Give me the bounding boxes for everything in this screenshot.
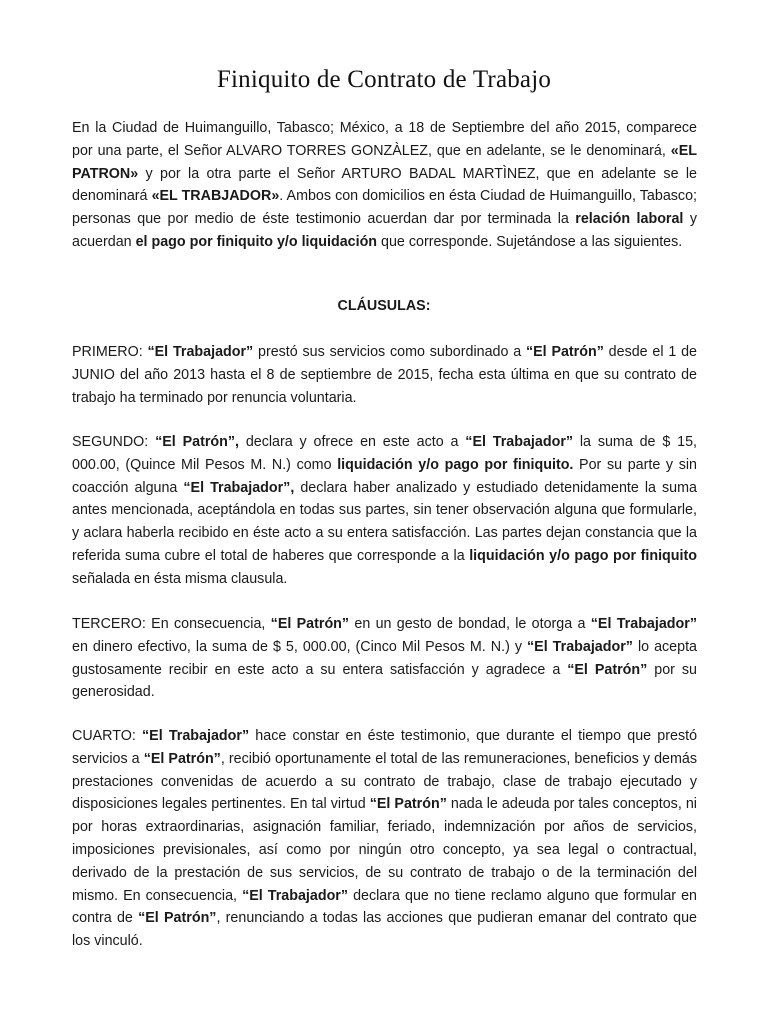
- emphasis-text: “El Patrón”: [138, 910, 217, 927]
- document-title: Finiquito de Contrato de Trabajo: [216, 66, 552, 93]
- body-text-run: hace constar en éste testimonio, que durante el tiempo que prestó servicios a: [72, 728, 698, 767]
- body-text-run: declara y ofrece en este acto a: [238, 434, 466, 450]
- emphasis-text: “El Trabajador”: [147, 344, 254, 360]
- emphasis-text: “El Patrón”: [270, 616, 350, 632]
- body-text-run: declara que no tiene reclamo alguno que formular en contra de: [72, 887, 698, 927]
- emphasis-text: “El Patrón”: [143, 750, 221, 767]
- emphasis-text: “El Patrón”: [369, 796, 447, 813]
- emphasis-text: “El Trabajador”,: [183, 479, 295, 496]
- body-text-run: por su generosidad.: [72, 661, 697, 701]
- clause-2: [72, 431, 697, 591]
- body-text-run: En la Ciudad de Huimanguillo, Tabasco; México, a 18 de Septiembre del año 2015, comparece por una parte, el Señor ALVARO TORRES GONZÀLEZ, que en adelante, se le denominará,: [72, 120, 697, 159]
- emphasis-text: liquidación y/o pago por finiquito.: [337, 456, 574, 473]
- emphasis-text: “El Trabajador”: [527, 638, 633, 655]
- body-text-run: TERCERO: En consecuencia,: [72, 616, 271, 632]
- intro-paragraph: [72, 117, 697, 254]
- body-text-run: que corresponde. Sujetándose a las siguientes.: [377, 233, 683, 250]
- body-text-run: señalada en ésta misma clausula.: [72, 570, 288, 587]
- emphasis-text: relación laboral: [575, 211, 684, 228]
- emphasis-text: “El Patrón”: [567, 661, 648, 678]
- intro-text: [72, 117, 697, 254]
- clause-segundo-text: [72, 431, 697, 591]
- emphasis-text: «EL PATRON»: [72, 142, 697, 182]
- clause-1: [72, 341, 697, 409]
- emphasis-text: “El Trabajador”: [142, 728, 250, 744]
- emphasis-text: “El Trabajador”: [465, 434, 574, 450]
- emphasis-text: “El Trabajador”: [590, 616, 697, 632]
- emphasis-text: “El Patrón”,: [155, 434, 239, 450]
- body-text-run: declara haber analizado y estudiado detenidamente la suma antes mencionada, aceptándola en todas sus partes, sin tener observación alguna que formularle, y aclara haberla recibido en éste acto a su entera satisfacción. Las partes dejan constancia que la referida suma cubre el total de haberes que corresponde a la: [72, 479, 697, 564]
- clause-cuarto-text: [72, 725, 697, 953]
- clause-4: [72, 725, 697, 953]
- body-text-run: y acuerdan: [72, 211, 698, 250]
- body-text-run: , renunciando a todas las acciones que pudieran emanar del contrato que los vinculó.: [72, 910, 697, 950]
- body-text-run: la suma de $ 15, 000.00, (Quince Mil Pesos M. N.) como: [72, 434, 697, 473]
- body-text-run: prestó sus servicios como subordinado a: [253, 344, 526, 360]
- body-text-run: en dinero efectivo, la suma de $ 5, 000.00, (Cinco Mil Pesos M. N.) y: [72, 638, 528, 655]
- clause-3: [72, 613, 697, 704]
- body-text-run: y por la otra parte el Señor ARTURO BADAL MARTÌNEZ, que en adelante se le denominará: [72, 165, 697, 205]
- body-text-run: Por su parte y sin coacción alguna: [72, 456, 697, 496]
- emphasis-text: el pago por finiquito y/o liquidación: [135, 233, 378, 250]
- body-text-run: en un gesto de bondad, le otorga a: [349, 616, 591, 632]
- clausulas-heading: CLÁUSULAS:: [337, 298, 431, 314]
- emphasis-text: liquidación y/o pago por finiquito: [469, 547, 697, 564]
- body-text-run: , recibió oportunamente el total de las remuneraciones, beneficios y demás prestaciones convenidas de acuerdo a su contrato de trabajo, clase de trabajo ejecutado y disposiciones legales pertinentes. En tal virtud: [72, 750, 697, 813]
- emphasis-text: “El Trabajador”: [242, 887, 349, 904]
- emphasis-text: «EL TRABJADOR»: [151, 188, 280, 205]
- body-text-run: lo acepta gustosamente recibir en este acto a su entera satisfacción y agradece a: [72, 638, 698, 678]
- clause-primero-text: [72, 341, 697, 409]
- body-text-run: PRIMERO:: [72, 344, 148, 360]
- emphasis-text: “El Patrón”: [525, 344, 604, 360]
- body-text-run: nada le adeuda por tales conceptos, ni por horas extraordinarias, asignación familiar, feriado, indemnización por años de servicios, imposiciones previsionales, así como por ningún otro concepto, ya sea legal o contractual, derivado de la prestación de sus servicios, de su contrato de trabajo o de la terminación del mismo. En consecuencia,: [72, 796, 697, 904]
- body-text-run: SEGUNDO:: [72, 434, 156, 450]
- clause-tercero-text: [72, 613, 697, 704]
- body-text-run: CUARTO:: [72, 728, 143, 744]
- body-text-run: desde el 1 de JUNIO del año 2013 hasta el 8 de septiembre de 2015, fecha esta última en que su contrato de trabajo ha terminado por renuncia voluntaria.: [72, 344, 697, 406]
- body-text-run: . Ambos con domicilios en ésta Ciudad de Huimanguillo, Tabasco; personas que por medio de éste testimonio acuerdan dar por terminada la: [72, 188, 698, 228]
